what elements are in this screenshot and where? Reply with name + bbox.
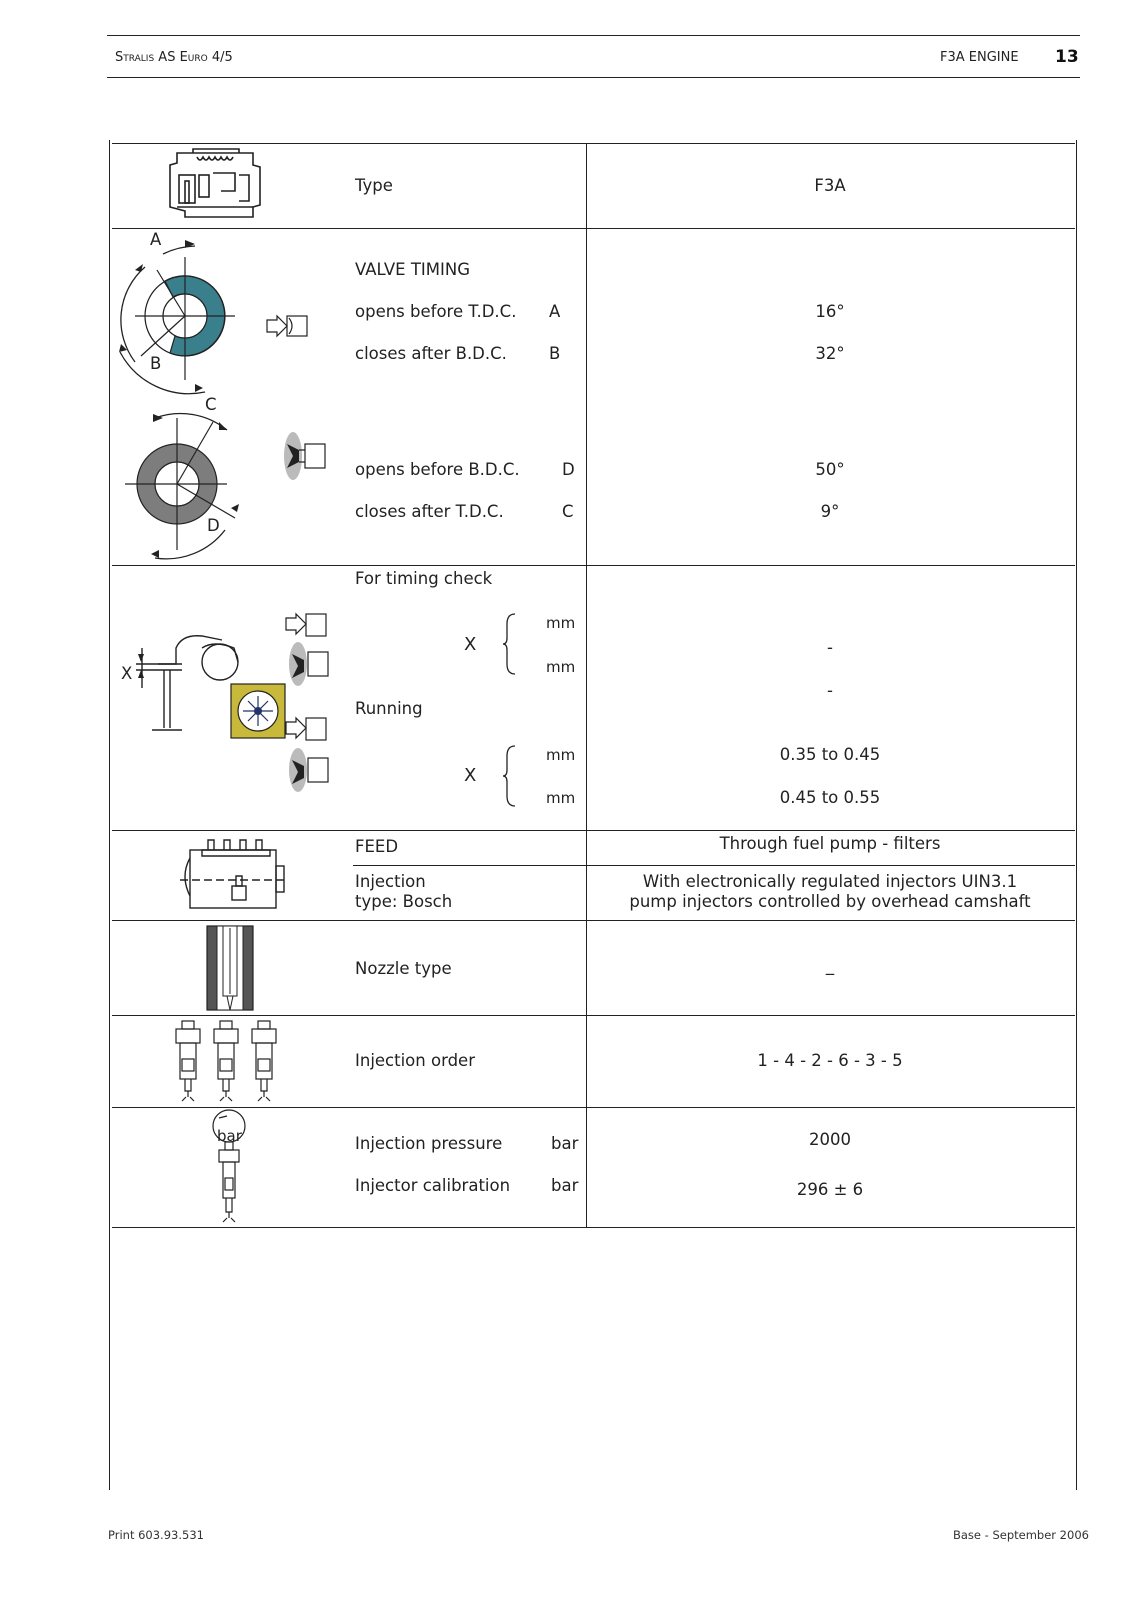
- running-brace: [503, 744, 519, 808]
- exhaust-open-value: 50°: [815, 460, 845, 479]
- intake-close-letter: B: [549, 344, 561, 363]
- injection-order-value: 1 - 4 - 2 - 6 - 3 - 5: [757, 1051, 903, 1070]
- row-rule: [112, 228, 1075, 229]
- injection-label-line1: Injection: [355, 872, 426, 891]
- fuel-pump-icon: [178, 836, 288, 916]
- running-label: Running: [355, 699, 423, 718]
- rocker-arm-clearance-icon: [118, 618, 350, 818]
- running-unit-exhaust: mm: [546, 789, 576, 807]
- running-unit-intake: mm: [546, 746, 576, 764]
- page-right-rule: [1076, 140, 1077, 1490]
- engine-block-icon: [165, 145, 265, 225]
- row-rule: [112, 1227, 1075, 1228]
- injection-order-label: Injection order: [355, 1051, 475, 1070]
- feed-label: FEED: [355, 837, 399, 856]
- timing-check-x: X: [464, 634, 477, 655]
- timing-check-label: For timing check: [355, 569, 493, 588]
- page-left-rule: [109, 140, 110, 1490]
- header-top-rule: [107, 35, 1080, 36]
- exhaust-close-label: closes after T.D.C.: [355, 502, 504, 521]
- timing-check-brace: [503, 612, 519, 676]
- injector-calibration-value: 296 ± 6: [796, 1180, 864, 1199]
- clearance-diagram-x: X: [121, 664, 133, 683]
- injector-calibration-label: Injector calibration: [355, 1176, 511, 1195]
- row-rule: [112, 143, 1075, 144]
- page-number: 13: [1055, 47, 1079, 67]
- pressure-gauge-label: bar: [217, 1127, 242, 1145]
- injection-pressure-unit: bar: [551, 1134, 579, 1153]
- row-rule: [353, 865, 1075, 866]
- exhaust-close-value: 9°: [820, 502, 840, 521]
- intake-close-label: closes after B.D.C.: [355, 344, 507, 363]
- type-value: F3A: [814, 176, 846, 195]
- intake-open-letter: A: [549, 302, 561, 321]
- header-bottom-rule: [107, 77, 1080, 78]
- exhaust-timing-diagram: [115, 400, 345, 565]
- running-x: X: [464, 765, 477, 786]
- row-rule: [112, 565, 1075, 566]
- diagram-label-a: A: [150, 230, 162, 249]
- row-rule: [112, 920, 1075, 921]
- injection-label-line2: type: Bosch: [355, 892, 453, 911]
- timing-check-unit-intake: mm: [546, 614, 576, 632]
- running-intake-value: 0.35 to 0.45: [779, 745, 881, 764]
- feed-value: Through fuel pump - filters: [719, 834, 941, 853]
- header-right-title: F3A ENGINE: [940, 50, 1019, 65]
- pressure-gauge-icon: [205, 1108, 261, 1226]
- intake-close-value: 32°: [815, 344, 845, 363]
- type-label: Type: [355, 176, 393, 195]
- row-rule: [112, 1015, 1075, 1016]
- diagram-label-d: D: [207, 516, 220, 535]
- row-rule: [112, 830, 1075, 831]
- running-exhaust-value: 0.45 to 0.55: [779, 788, 881, 807]
- timing-check-exhaust-value: -: [827, 681, 833, 700]
- injection-value-line2: pump injectors controlled by overhead camshaft: [629, 892, 1031, 911]
- injectors-icon: [172, 1019, 290, 1105]
- timing-check-intake-value: -: [827, 638, 833, 657]
- injector-calibration-unit: bar: [551, 1176, 579, 1195]
- exhaust-open-label: opens before B.D.C.: [355, 460, 520, 479]
- injection-value-line1: With electronically regulated injectors UIN3.1: [642, 872, 1018, 891]
- footer-edition: Base - September 2006: [953, 1528, 1089, 1542]
- nozzle-label: Nozzle type: [355, 959, 452, 978]
- valve-timing-title: VALVE TIMING: [355, 260, 471, 279]
- diagram-label-b: B: [150, 354, 162, 373]
- header-left-title: Stralis AS Euro 4/5: [115, 50, 233, 65]
- footer-print-code: Print 603.93.531: [108, 1528, 204, 1542]
- diagram-label-c: C: [205, 395, 217, 414]
- injection-pressure-value: 2000: [809, 1130, 851, 1149]
- intake-open-value: 16°: [815, 302, 845, 321]
- exhaust-open-letter: D: [562, 460, 575, 479]
- timing-check-unit-exhaust: mm: [546, 658, 576, 676]
- nozzle-value: _: [825, 956, 835, 975]
- exhaust-close-letter: C: [562, 502, 574, 521]
- intake-open-label: opens before T.D.C.: [355, 302, 517, 321]
- injection-pressure-label: Injection pressure: [355, 1134, 503, 1153]
- nozzle-icon: [205, 924, 255, 1012]
